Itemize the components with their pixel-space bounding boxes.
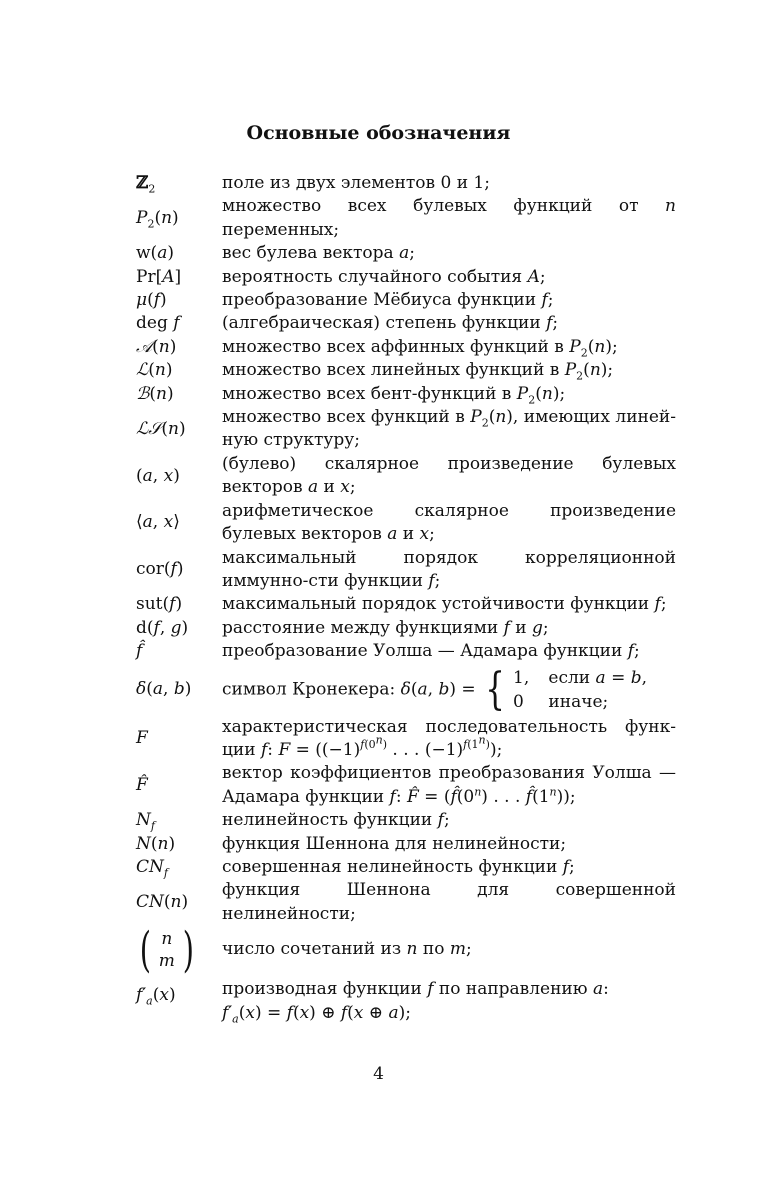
notation-description: вес булева вектора a; — [222, 243, 415, 264]
notation-row — [136, 833, 676, 856]
notation-symbol — [136, 922, 222, 979]
notation-row — [136, 856, 676, 879]
notation-row — [136, 547, 676, 594]
notation-row — [136, 289, 676, 312]
notation-description: множество всех булевых функций от n переменных; — [222, 196, 676, 240]
notation-symbol: ℒ𝒮(n) — [136, 418, 186, 439]
page-number: 4 — [373, 1064, 384, 1084]
notation-description: максимальный порядок корреляционной иммунно-сти функции f; — [222, 547, 676, 591]
notation-symbol: $f'_a(x)$ — [136, 985, 176, 1008]
notation-list — [136, 172, 676, 1025]
notation-symbol: μ(f) — [136, 290, 167, 311]
notation-description: символ Кронекера: δ(a, b) = { 1, если a = b, 0 иначе; — [222, 663, 648, 715]
notation-description: множество всех функций в $P_2(n)$, имеющих линей-ную структуру; — [222, 407, 676, 451]
notation-row — [136, 383, 676, 406]
notation-row — [136, 617, 676, 640]
notation-symbol: $CN_f$ — [136, 856, 168, 880]
notation-description: преобразование Уолша — Адамара функции f; — [222, 641, 640, 662]
notation-description: вектор коэффициентов преобразования Уолша — Адамара функции f: F̂ = ($f̂(0^n)$ . . . f̂(1$^n$)); — [222, 763, 676, 807]
notation-symbol: w(a) — [136, 243, 174, 264]
notation-row — [136, 640, 676, 663]
notation-symbol: δ(a, b) — [136, 678, 192, 699]
notation-symbol: Pr[A] — [136, 266, 182, 287]
notation-symbol: deg f — [136, 313, 180, 334]
page-title: Основные обозначения — [246, 122, 511, 144]
notation-row — [136, 195, 676, 242]
notation-row — [136, 172, 676, 195]
notation-description: расстояние между функциями f и g; — [222, 617, 549, 638]
notation-row — [136, 593, 676, 616]
notation-symbol: F̂ — [136, 775, 148, 796]
notation-description: максимальный порядок устойчивости функции f; — [222, 594, 667, 615]
notation-symbol: ℒ(n) — [136, 360, 173, 381]
notation-symbol: (a, x) — [136, 465, 180, 486]
notation-row — [136, 922, 676, 979]
notation-description: поле из двух элементов 0 и 1; — [222, 173, 490, 193]
notation-row — [136, 336, 676, 359]
notation-description: множество всех бент-функций в $P_2(n)$; — [222, 383, 566, 407]
notation-description: множество всех аффинных функций в $P_2(n)$; — [222, 336, 618, 360]
notation-row — [136, 500, 676, 547]
notation-symbol: ℤ$_2$ — [136, 173, 156, 196]
notation-row — [136, 879, 676, 926]
notation-description: нелинейность функции f; — [222, 810, 450, 831]
notation-description: производная функции f по направлению a: $f'_a(x) = f(x)$ ⊕ f(x ⊕ a); — [222, 979, 609, 1025]
notation-row — [136, 762, 676, 809]
notation-row — [136, 359, 676, 382]
notation-symbol: $P_2(n)$ — [136, 208, 179, 231]
notation-symbol: ⟨a, x⟩ — [136, 512, 180, 533]
notation-description: совершенная нелинейность функции f; — [222, 856, 575, 877]
notation-row — [136, 312, 676, 335]
cases-expression: { 1, если a = b, 0 иначе; — [485, 663, 648, 715]
notation-symbol: f̂ — [136, 641, 143, 662]
notation-symbol: N(n) — [136, 833, 176, 854]
notation-symbol: cor(f) — [136, 559, 184, 580]
notation-description: вероятность случайного события A; — [222, 266, 546, 287]
notation-symbol: $N_f$ — [136, 810, 155, 833]
notation-description: множество всех линейных функций в $P_2(n)$; — [222, 360, 614, 383]
binomial-coefficient: ( n m ) — [139, 922, 194, 979]
notation-description: арифметическое скалярное произведение булевых векторов a и x; — [222, 500, 676, 545]
notation-row — [136, 453, 676, 500]
notation-row — [136, 406, 676, 453]
notation-description: преобразование Мёбиуса функции f; — [222, 290, 554, 311]
notation-row — [136, 663, 676, 715]
notation-description: (алгебраическая) степень функции f; — [222, 313, 559, 334]
notation-symbol: CN(n) — [136, 892, 189, 913]
notation-row — [136, 978, 676, 1025]
notation-symbol: 𝒜(n) — [136, 336, 177, 357]
notation-description: функция Шеннона для нелинейности; — [222, 833, 567, 854]
notation-description: функция Шеннона для совершенной нелинейности; — [222, 880, 676, 924]
notation-symbol: ℬ(n) — [136, 383, 174, 404]
notation-row — [136, 242, 676, 265]
notation-symbol: F — [136, 728, 148, 749]
notation-row — [136, 809, 676, 832]
notation-row — [136, 266, 676, 289]
notation-description: характеристическая последовательность функ-ции f: $F = ((-1)^{f(0^n)}$ . . . $(-1)^{f(1^n)}$); — [222, 716, 676, 760]
notation-description: (булево) скалярное произведение булевых векторов a и x; — [222, 453, 676, 498]
notation-symbol: sut(f) — [136, 594, 183, 615]
notation-description: число сочетаний из n по m; — [222, 939, 472, 960]
notation-symbol: d(f, g) — [136, 617, 189, 638]
notation-row — [136, 716, 676, 763]
